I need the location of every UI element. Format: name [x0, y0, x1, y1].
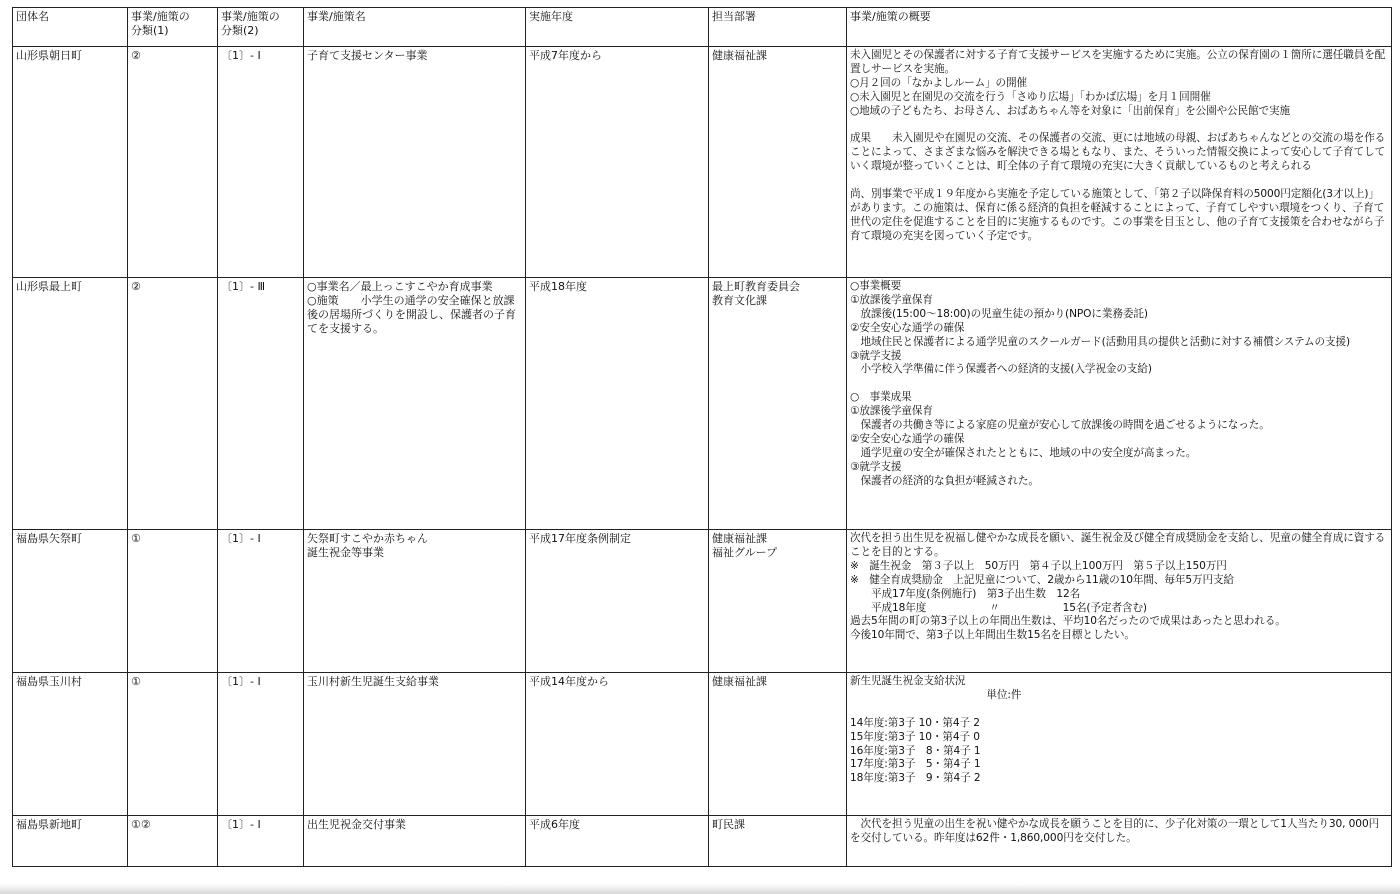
overview-cell: 次代を担う児童の出生を祝い健やかな成長を願うことを目的に、少子化対策の一環として1人当たり30, 000円を交付している。昨年度は62件・1,860,000円を交付した。 — [847, 816, 1392, 867]
category-1-cell: ① — [128, 530, 218, 673]
header-project-name: 事業/施策名 — [304, 8, 526, 47]
overview-cell: 未入園児とその保護者に対する子育て支援サービスを実施するために実施。公立の保育園の１箇所に選任職員を配置しサービスを実施。 ○月２回の「なかよしルーム」の開催 ○未入園児と在園児の交流を行う「さゆり広場」「わかば広場」を月１回開催 ○地域の子どもたち、お母さん、おばあちゃん等を対象に「出前保育」を公園や公民館で実施 成果 未入園児や在園児の交流、その保護者の交流、更には地域の母親、おばあちゃんなどとの交流の場を作ることによって、さまざまな悩みを解決できる場ともなり、また、そういった情報交換によって安心して子育てしていく環境が整っていくことは、町全体の子育て環境の充実に大きく貢献しているものと考えられる 尚、別事業で平成１９年度から実施を予定している施策として、「第２子以降保育料の5000円定額化(3才以上)」があります。この施策は、保育に係る経済的負担を軽減することによって、子育てしやすい環境をつくり、子育て世代の定住を促進することを目的に実施するものです。この事業を目玉とし、他の子育て支援策を合わせながら子育て環境の充実を図っていく予定です。 — [847, 47, 1392, 278]
project-name-cell: 矢祭町すこやか赤ちゃん 誕生祝金等事業 — [304, 530, 526, 673]
org-cell: 福島県矢祭町 — [13, 530, 128, 673]
org-cell: 福島県玉川村 — [13, 673, 128, 816]
table-row — [13, 47, 1392, 278]
header-year: 実施年度 — [526, 8, 709, 47]
year-cell: 平成6年度 — [526, 816, 709, 867]
project-name-cell: 子育て支援センター事業 — [304, 47, 526, 278]
department-cell: 健康福祉課 福祉グループ — [709, 530, 847, 673]
header-row — [13, 8, 1392, 47]
table-row — [13, 673, 1392, 816]
table-row — [13, 816, 1392, 867]
year-cell: 平成14年度から — [526, 673, 709, 816]
year-cell: 平成18年度 — [526, 278, 709, 530]
category-2-cell: 〔1〕- Ⅲ — [218, 278, 304, 530]
table-row — [13, 530, 1392, 673]
department-cell: 最上町教育委員会 教育文化課 — [709, 278, 847, 530]
scan-edge-shadow — [0, 884, 1400, 894]
category-2-cell: 〔1〕- Ⅰ — [218, 816, 304, 867]
department-cell: 健康福祉課 — [709, 47, 847, 278]
category-1-cell: ② — [128, 47, 218, 278]
category-1-cell: ①② — [128, 816, 218, 867]
department-cell: 町民課 — [709, 816, 847, 867]
org-cell: 福島県新地町 — [13, 816, 128, 867]
header-category-1: 事業/施策の 分類(1) — [128, 8, 218, 47]
project-name-cell: 玉川村新生児誕生支給事業 — [304, 673, 526, 816]
category-2-cell: 〔1〕- Ⅰ — [218, 530, 304, 673]
header-department: 担当部署 — [709, 8, 847, 47]
category-1-cell: ② — [128, 278, 218, 530]
project-name-cell: ○事業名／最上っこすこやか育成事業 ○施策 小学生の通学の安全確保と放課後の居場所づくりを開設し、保護者の子育てを支援する。 — [304, 278, 526, 530]
overview-cell: ○事業概要 ①放課後学童保育 放課後(15:00～18:00)の児童生徒の預かり(NPOに業務委託) ②安全安心な通学の確保 地域住民と保護者による通学児童のスクールガード(活動用具の提供と活動に対する補償システムの支援) ③就学支援 小学校入学準備に伴う保護者への経済的支援(入学祝金の支給) ○ 事業成果 ①放課後学童保育 保護者の共働き等による家庭の児童が安心して放課後の時間を過ごせるようになった。 ②安全安心な通学の確保 通学児童の安全が確保されたとともに、地域の中の安全度が高まった。 ③就学支援 保護者の経済的な負担が軽減された。 — [847, 278, 1392, 530]
table-row — [13, 278, 1392, 530]
category-2-cell: 〔1〕- Ⅰ — [218, 673, 304, 816]
org-cell: 山形県最上町 — [13, 278, 128, 530]
overview-cell: 新生児誕生祝金支給状況 単位:件 14年度:第3子 10・第4子 2 15年度:第3子 10・第4子 0 16年度:第3子 8・第4子 1 17年度:第3子 5・第4子 1 18年度:第3子 9・第4子 2 — [847, 673, 1392, 816]
org-cell: 山形県朝日町 — [13, 47, 128, 278]
document-sheet — [12, 7, 1392, 884]
header-category-2: 事業/施策の 分類(2) — [218, 8, 304, 47]
year-cell: 平成17年度条例制定 — [526, 530, 709, 673]
department-cell: 健康福祉課 — [709, 673, 847, 816]
policy-table — [12, 7, 1392, 867]
year-cell: 平成7年度から — [526, 47, 709, 278]
header-overview: 事業/施策の概要 — [847, 8, 1392, 47]
category-2-cell: 〔1〕- Ⅰ — [218, 47, 304, 278]
category-1-cell: ① — [128, 673, 218, 816]
overview-cell: 次代を担う出生児を祝福し健やかな成長を願い、誕生祝金及び健全育成奨励金を支給し、児童の健全育成に資することを目的とする。 ※ 誕生祝金 第３子以上 50万円 第４子以上100万円 第５子以上150万円 ※ 健全育成奨励金 上記児童について、2歳から11歳の10年間、毎年5万円支給 平成17年度(条例施行) 第3子出生数 12名 平成18年度 〃 15名(予定者含む) 過去5年間の町の第3子以上の年間出生数は、平均10名だったので成果はあったと思われる。 今後10年間で、第3子以上年間出生数15名を目標としたい。 — [847, 530, 1392, 673]
header-org: 団体名 — [13, 8, 128, 47]
project-name-cell: 出生児祝金交付事業 — [304, 816, 526, 867]
